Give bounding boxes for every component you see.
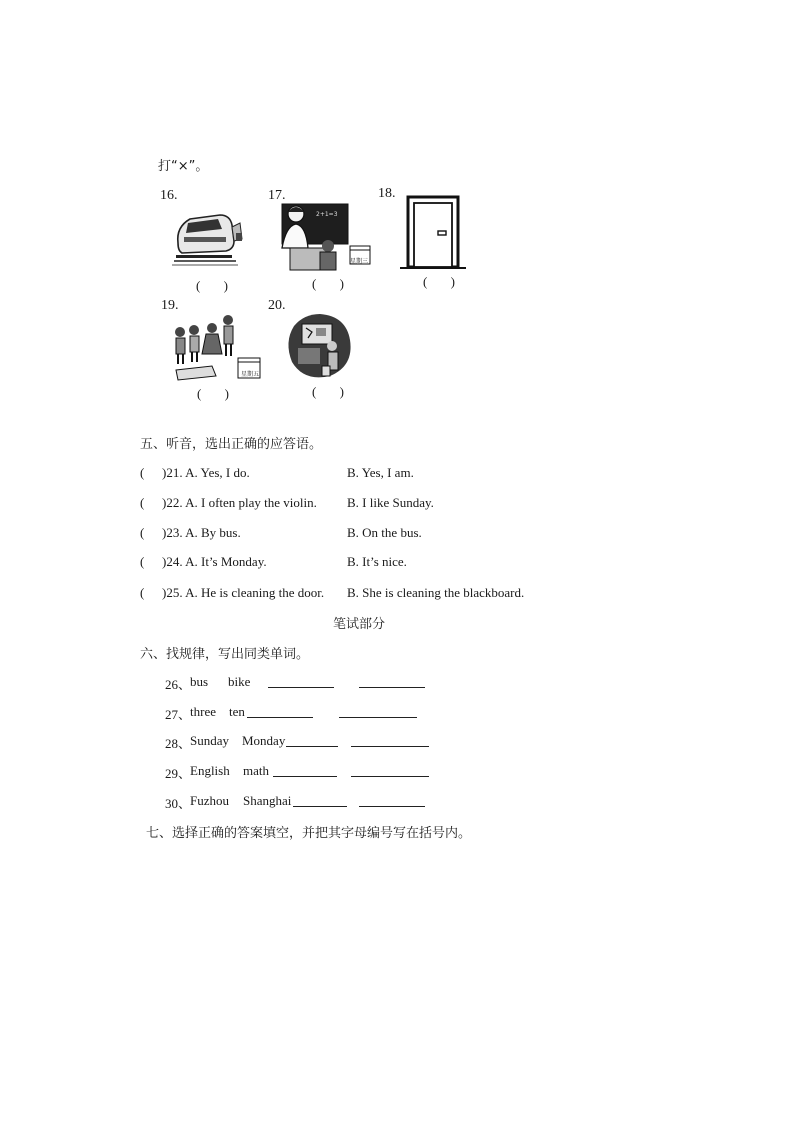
q27-number: 27、 [165, 707, 192, 722]
q26-number: 26、 [165, 677, 192, 692]
q27-blank-2[interactable] [339, 717, 417, 718]
written-part-title: 笔试部分 [333, 617, 386, 632]
train-picture [168, 205, 246, 269]
q22-option-a: )22. A. I often play the violin. [162, 495, 317, 510]
q29-word2: math [243, 763, 269, 778]
q24-option-a: )24. A. It’s Monday. [162, 554, 267, 569]
q23-paren[interactable]: ( [140, 525, 145, 540]
svg-text:2+1=3: 2+1=3 [316, 211, 338, 218]
q25-paren[interactable]: ( [140, 585, 145, 600]
item-19-number: 19. [161, 298, 179, 313]
q21-option-a: )21. A. Yes, I do. [162, 465, 250, 480]
section7-title: 七、选择正确的答案填空，并把其字母编号写在括号内。 [146, 826, 472, 841]
q30-blank-2[interactable] [359, 806, 425, 807]
q24-paren[interactable]: ( [140, 554, 145, 569]
q25-option-a: )25. A. He is cleaning the door. [162, 585, 325, 600]
q27-word1: three [190, 704, 216, 719]
q29-word1: English [190, 763, 230, 778]
q28-blank-2[interactable] [351, 746, 429, 747]
q28-number: 28、 [165, 736, 192, 751]
q30-word2: Shanghai [243, 793, 292, 808]
q25-option-b: B. She is cleaning the blackboard. [347, 585, 525, 600]
q28-word2: Monday [242, 733, 286, 748]
q26-blank-2[interactable] [359, 687, 425, 688]
q22-paren[interactable]: ( [140, 495, 145, 510]
q28-blank-1[interactable] [286, 746, 338, 747]
item-20-number: 20. [268, 298, 286, 313]
section6-title: 六、找规律，写出同类单词。 [140, 647, 310, 662]
q30-word1: Fuzhou [190, 793, 229, 808]
q26-blank-1[interactable] [268, 687, 334, 688]
q26-word2: bike [228, 674, 251, 689]
section5-title: 五、听音，选出正确的应答语。 [140, 437, 323, 452]
item-16-number: 16. [160, 188, 178, 203]
item-18-number: 18. [378, 186, 396, 201]
item-17-number: 17. [268, 188, 286, 203]
q21-paren[interactable]: ( [140, 465, 145, 480]
instruction-tail: 打“×”。 [158, 159, 209, 174]
q27-word2: ten [229, 704, 245, 719]
q21-option-b: B. Yes, I am. [347, 465, 414, 480]
answer-paren-20[interactable]: ( ) [312, 384, 354, 399]
q27-blank-1[interactable] [247, 717, 313, 718]
answer-paren-17[interactable]: ( ) [312, 276, 354, 291]
q22-option-b: B. I like Sunday. [347, 495, 434, 510]
q28-word1: Sunday [190, 733, 229, 748]
friday-card-label: 星期五 [241, 371, 260, 378]
q23-option-a: )23. A. By bus. [162, 525, 241, 540]
q23-option-b: B. On the bus. [347, 525, 422, 540]
q30-blank-1[interactable] [293, 806, 347, 807]
q24-option-b: B. It’s nice. [347, 554, 407, 569]
answer-paren-16[interactable]: ( ) [196, 278, 238, 293]
q29-blank-2[interactable] [351, 776, 429, 777]
answer-paren-18[interactable]: ( ) [423, 274, 465, 289]
q26-word1: bus [190, 674, 209, 689]
wednesday-card-label: 星期三 [350, 258, 369, 265]
q29-number: 29、 [165, 766, 192, 781]
q30-number: 30、 [165, 796, 192, 811]
answer-paren-19[interactable]: ( ) [197, 386, 239, 401]
q29-blank-1[interactable] [273, 776, 337, 777]
round-scene-picture [284, 310, 356, 382]
door-picture [398, 193, 468, 273]
